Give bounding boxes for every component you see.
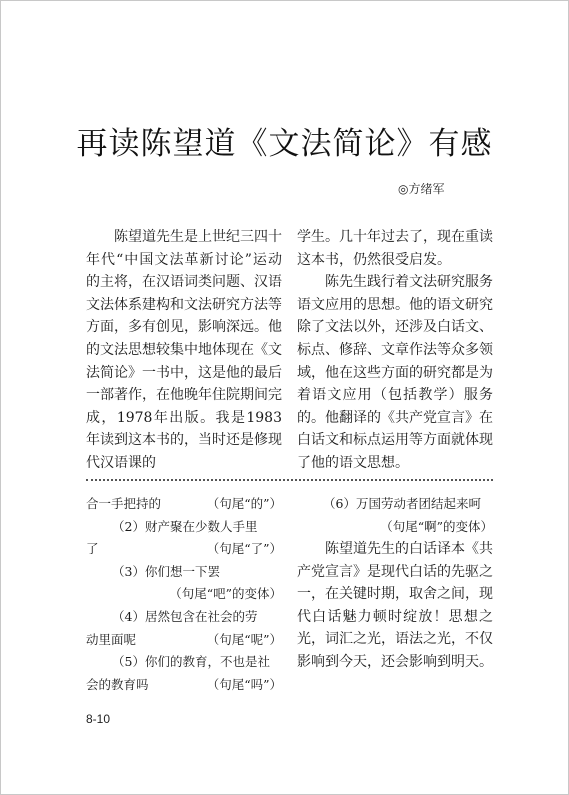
example-text: 会的教育吗 xyxy=(86,676,149,692)
example-line xyxy=(86,538,282,561)
paragraph-continued: 学生。几十年过去了，现在重读这本书，仍然很受启发。 xyxy=(297,229,493,268)
example-text: （3）你们想一下罢 xyxy=(112,563,220,579)
example-line xyxy=(297,493,493,516)
example-note: （句尾“啊”的变体） xyxy=(380,518,493,534)
example-note: （句尾“吗”） xyxy=(206,676,282,692)
example-line xyxy=(297,516,493,539)
page-number: 8-10 xyxy=(86,712,111,726)
example-line xyxy=(86,516,282,539)
paragraph-intro: 陈望道先生是上世纪三四十年代“中国文法革新讨论”运动的主将，在汉语词类问题、汉语文法体系建构和文法研究方法等方面，多有创见，影响深远。他的文法思想较集中地体现在《文法简论》一书中，这是他的最后一部著作，在他晚年住院期间完成，1978年出版。我是1983年读到这本书的，当时还是修现代汉语课的 xyxy=(86,229,282,471)
example-line xyxy=(86,651,282,674)
examples-left xyxy=(86,493,282,696)
example-line xyxy=(86,583,282,606)
example-text: （6）万国劳动者团结起来呵 xyxy=(323,496,481,511)
left-column-text xyxy=(86,226,282,475)
example-note: （句尾“了”） xyxy=(206,541,282,557)
example-note: （句尾“吧”的变体） xyxy=(169,586,282,602)
examples-right xyxy=(297,493,493,538)
example-text: （2）财产聚在少数人手里 xyxy=(112,518,258,534)
example-line xyxy=(86,629,282,652)
example-line xyxy=(86,493,282,516)
article-title: 再读陈望道《文法简论》有感 xyxy=(76,126,493,162)
example-text: （5）你们的教育，不也是社 xyxy=(112,654,270,670)
example-line xyxy=(86,674,282,697)
dotted-divider xyxy=(86,479,493,481)
example-line xyxy=(86,606,282,629)
paragraph-practice: 陈先生践行着文法研究服务语文应用的思想。他的语文研究除了文法以外，还涉及白话文、标点、修辞、文章作法等众多领域，他在这些方面的研究都是为着语文应用（包括教学）服务的。他翻译的《共产党宣言》在白话文和标点运用等方面就体现了他的语文思想。 xyxy=(297,274,493,471)
example-line xyxy=(86,561,282,584)
example-note: （句尾“呢”） xyxy=(206,631,282,647)
example-note: （句尾“的”） xyxy=(206,496,282,511)
right-column-text xyxy=(297,226,493,475)
example-text: （4）居然包含在社会的劳 xyxy=(112,608,258,624)
paragraph-closing: 陈望道先生的白话译本《共产党宣言》是现代白话的先驱之一，在关键时期，取舍之间，现代白话魅力顿时绽放！思想之光，词汇之光，语法之光，不仅影响到今天，还会影响到明天。 xyxy=(297,541,493,670)
author-byline: ◎方绪军 xyxy=(398,182,445,196)
closing-column-text xyxy=(297,538,493,674)
example-text: 合一手把持的 xyxy=(86,496,162,511)
example-text: 动里面呢 xyxy=(86,631,137,647)
example-text: 了 xyxy=(86,541,99,557)
